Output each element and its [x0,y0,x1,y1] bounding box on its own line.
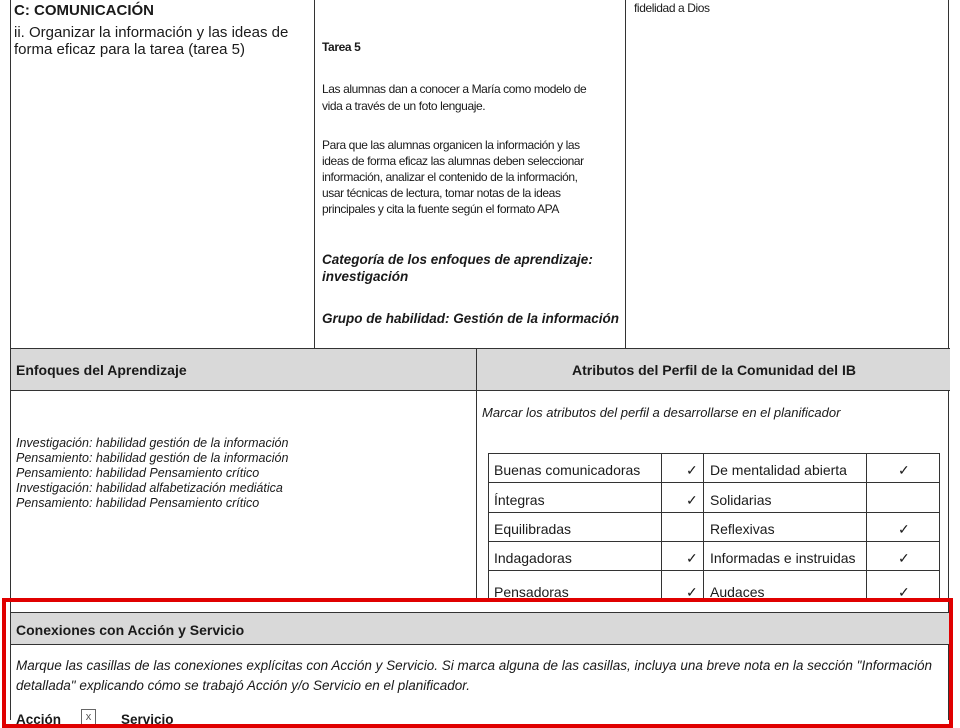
attribute-check[interactable]: ✓ [898,462,910,478]
connections-paragraph-line: detallada" explicando cómo se trabajó Acción y/o Servicio en el planificador. [16,678,471,693]
task-paragraph-line: Para que las alumnas organicen la información y las [322,138,580,152]
attribute-check[interactable]: ✓ [898,521,910,537]
table-rule [488,570,940,571]
attributes-table [488,453,940,601]
profile-instruction: Marcar los atributos del perfil a desarrollarse en el planificador [482,405,841,420]
attribute-label: Audaces [710,584,765,600]
approach-line: Pensamiento: habilidad Pensamiento crítico [16,466,260,480]
attribute-label: Buenas comunicadoras [494,462,641,478]
approaches-header: Enfoques del Aprendizaje [16,362,187,378]
attribute-check[interactable]: ✓ [686,462,698,478]
objective-line: forma eficaz para la tarea (tarea 5) [14,41,245,58]
table-rule [661,453,662,601]
accion-checkbox[interactable]: x [81,709,96,726]
task-paragraph-line: vida a través de un foto lenguaje. [322,99,486,113]
approach-line: Pensamiento: habilidad gestión de la información [16,451,289,465]
table-rule [488,453,489,601]
approach-line: Investigación: habilidad alfabetización mediática [16,481,283,495]
approach-line: Investigación: habilidad gestión de la información [16,436,289,450]
highlight-box [2,598,953,728]
task-paragraph-line: información, analizar el contenido de la información, [322,170,578,184]
attribute-label: De mentalidad abierta [710,462,847,478]
approaches-list [11,390,476,600]
category-line: investigación [322,269,409,284]
profile-content [476,390,950,600]
task-paragraph-line: ideas de forma eficaz las alumnas deben seleccionar [322,154,584,168]
attribute-label: Íntegras [494,492,545,508]
attribute-label: Reflexivas [710,521,775,537]
table-rule [703,453,704,601]
table-rule [488,482,940,483]
attribute-check[interactable]: ✓ [898,550,910,566]
attribute-check[interactable]: ✓ [686,584,698,600]
servicio-label: Servicio [121,712,174,727]
accion-label: Acción [16,712,62,727]
attribute-check[interactable]: ✓ [686,550,698,566]
table-rule [866,453,867,601]
attribute-check[interactable]: ✓ [898,584,910,600]
attribute-label: Pensadoras [494,584,569,600]
task-cell [314,0,625,348]
objective-line: ii. Organizar la información y las ideas de [14,24,289,41]
table-rule [488,453,940,454]
objective-cell [11,0,314,348]
task-paragraph-line: usar técnicas de lectura, tomar notas de la ideas [322,186,561,200]
table-rule [488,512,940,513]
attribute-label: Equilibradas [494,521,572,537]
table-rule [488,541,940,542]
profile-header: Atributos del Perfil de la Comunidad del IB [572,362,856,378]
connections-paragraph-line: Marque las casillas de las conexiones explícitas con Acción y Servicio. Si marca alguna de las casillas, incluya una breve nota en la sección "Información [16,658,933,673]
attribute-label: Solidarias [710,492,772,508]
category-line: Categoría de los enfoques de aprendizaje: [322,252,593,267]
profile-header-cell [476,348,950,390]
task-paragraph-line: principales y cita la fuente según el formato APA [322,202,559,216]
attribute-label: Informadas e instruidas [710,550,856,566]
task-paragraph-line: Las alumnas dan a conocer a María como modelo de [322,82,587,96]
attribute-label: Indagadoras [494,550,572,566]
approach-line: Pensamiento: habilidad Pensamiento crítico [16,496,260,510]
skill-group: Grupo de habilidad: Gestión de la información [322,311,620,326]
attribute-check[interactable]: ✓ [686,492,698,508]
approaches-header-cell [11,348,476,390]
table-rule [939,453,940,601]
right-note: fidelidad a Dios [634,1,710,15]
section-title: C: COMUNICACIÓN [14,2,154,19]
notes-cell [625,0,950,348]
task-title: Tarea 5 [322,40,361,54]
connections-header: Conexiones con Acción y Servicio [16,622,245,638]
